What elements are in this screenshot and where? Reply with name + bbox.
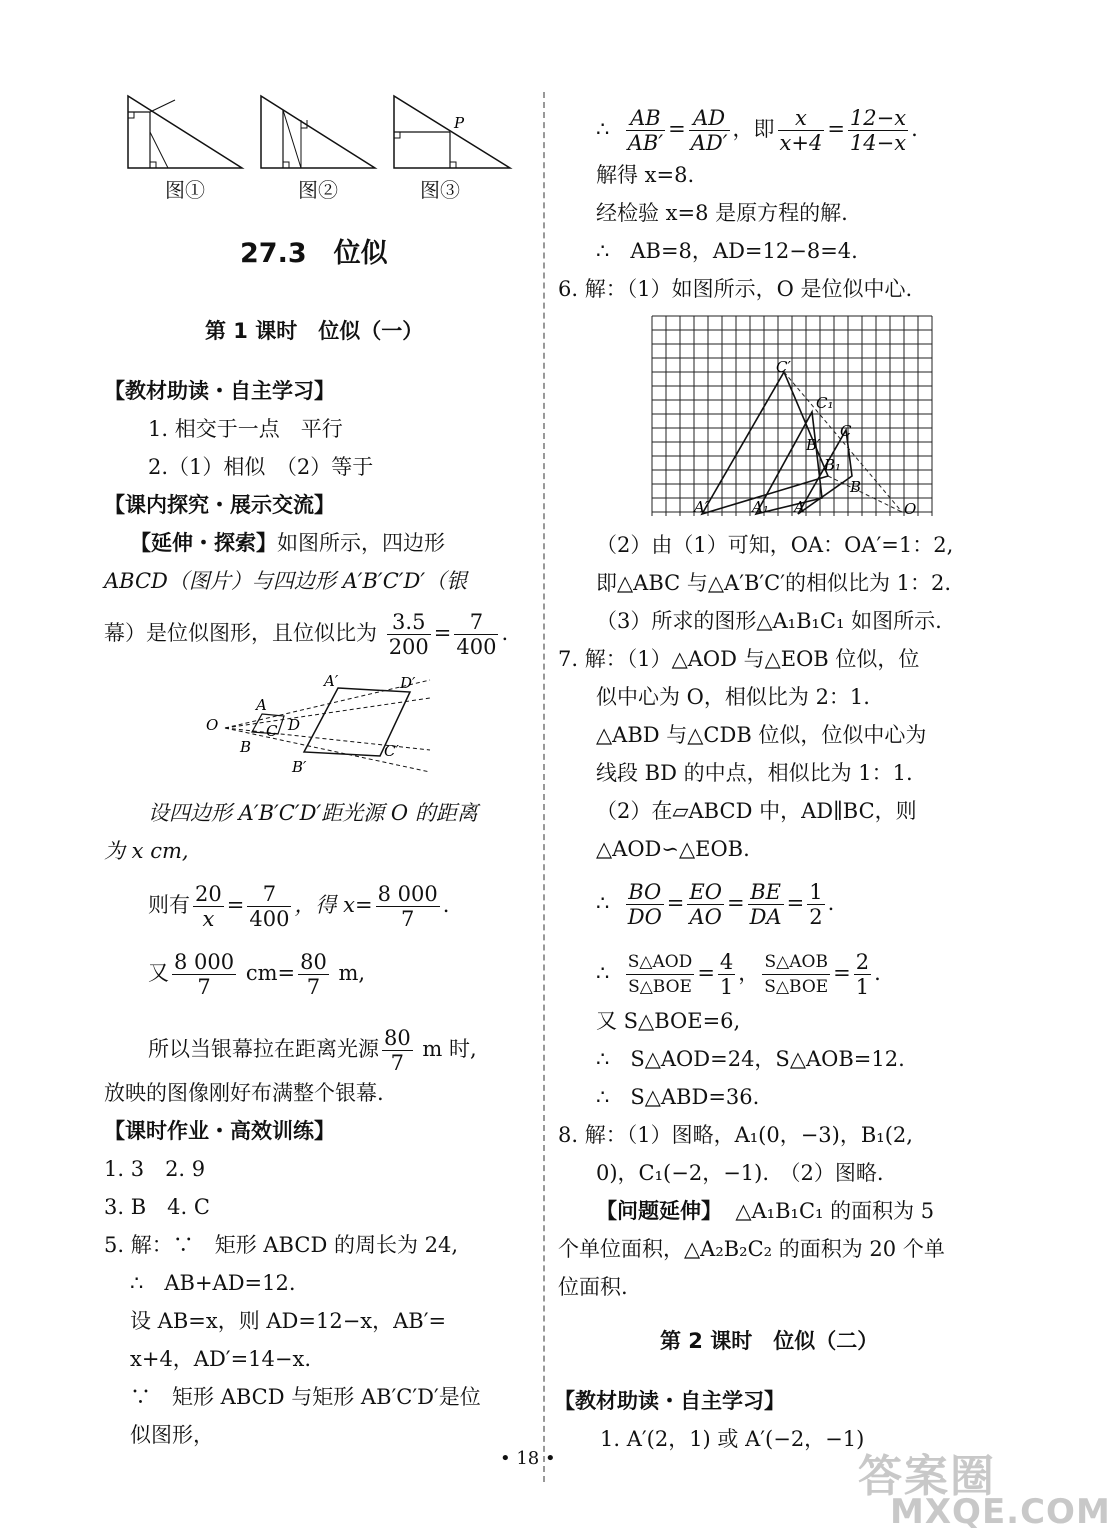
q8-line-5: 位面积. xyxy=(558,1275,628,1299)
answer-line-1: 1. 相交于一点 平行 xyxy=(148,417,343,441)
r-line-1: ∴ $\frac{AB}{AB'}$ = $\frac{AD}{AD'}$ ，即 $\frac{x}{x+4}$ = $\frac{12-x}{14-x}$ . xyxy=(596,106,918,155)
solution-line-6: 放映的图像刚好布满整个银幕. xyxy=(104,1081,384,1105)
extension-tag: 【延伸・探索】 xyxy=(130,531,277,555)
column-divider xyxy=(543,92,545,1482)
grid-label-c-prime: C′ xyxy=(776,358,791,376)
caption-fig2: 图② xyxy=(298,178,338,202)
q5-line-1: 5. 解：∵ 矩形 ABCD 的周长为 24, xyxy=(104,1233,459,1257)
lesson-2-title: 第 2 课时 位似（二） xyxy=(660,1329,879,1353)
q5-line-2: ∴ AB+AD=12. xyxy=(130,1271,296,1295)
grid-label-b: B xyxy=(850,478,862,496)
q8-line-2: 0)，C₁(−2，−1). （2）图略. xyxy=(596,1161,884,1185)
q7-line-9: 又 S△BOE=6, xyxy=(596,1009,741,1033)
solution-line-5: 所以当银幕拉在距离光源 $\frac{80}{7}$ m 时, xyxy=(148,1026,477,1075)
label-b-prime: B′ xyxy=(292,758,307,776)
heading-jiaocai-2: 【教材助读・自主学习】 xyxy=(554,1389,785,1413)
r-line-3: 经检验 x=8 是原方程的解. xyxy=(596,201,848,225)
r-line-2: 解得 x=8. xyxy=(596,163,695,187)
solution-line-3: 则有 $\frac{20}{x}$ = $\frac{7}{400}$ ，得 x= $\frac{8 000}{7}$ . xyxy=(148,882,450,931)
solution-line-4: 又 $\frac{8 000}{7}$ cm= $\frac{80}{7}$ m, xyxy=(148,950,366,999)
q5-line-6: 似图形， xyxy=(130,1423,214,1447)
label-d-prime: D′ xyxy=(400,674,416,692)
r-line-4: ∴ AB=8，AD=12−8=4. xyxy=(596,239,858,263)
q7-line-8: ∴ $\frac{\text{S△AOD}}{\text{S△BOE}}$ = $\frac{4}{1}$ ， $\frac{\text{S△AOB}}{\text{S△BOE}}$ = $\frac{2}{1}$ . xyxy=(596,950,881,999)
q7-line-3: △ABD 与△CDB 位似，位似中心为 xyxy=(596,723,927,747)
q5-line-5: ∵ 矩形 ABCD 与矩形 AB′C′D′是位 xyxy=(130,1385,481,1409)
label-p: P xyxy=(454,114,465,132)
watermark-bottom: MXQE.COM xyxy=(890,1492,1111,1532)
grid-label-c1: C₁ xyxy=(816,394,834,412)
heading-keshi: 【课时作业・高效训练】 xyxy=(104,1119,335,1143)
q7-line-10: ∴ S△AOD=24，S△AOB=12. xyxy=(596,1047,905,1071)
grid-label-o: O xyxy=(904,500,917,518)
label-a: A xyxy=(256,696,267,714)
left-column xyxy=(0,0,540,1536)
q7-line-2: 似中心为 O，相似比为 2：1. xyxy=(596,685,870,709)
grid-label-a1: A₁ xyxy=(752,498,769,516)
label-d: D xyxy=(288,716,301,734)
right-column xyxy=(548,0,1033,1536)
q5-line-3: 设 AB=x，则 AD=12−x，AB′= xyxy=(130,1309,447,1333)
label-c: C xyxy=(266,722,278,740)
grid-figure xyxy=(652,316,932,516)
answers-3-4: 3. B 4. C xyxy=(104,1195,210,1219)
solution-line-2: 为 x cm, xyxy=(104,839,189,863)
q7-line-5: （2）在▱ABCD 中，AD∥BC，则 xyxy=(596,799,917,823)
projection-figure xyxy=(200,668,440,778)
fraction-7-400: $\frac{7}{400}$ xyxy=(456,610,497,659)
section-title: 27.3 位似 xyxy=(240,238,388,269)
answers-1-2: 1. 3 2. 9 xyxy=(104,1157,206,1181)
extension-text-c: 幕）是位似图形，且位似比为 xyxy=(104,621,377,645)
grid-label-b-prime: B′ xyxy=(806,436,821,454)
label-a-prime: A′ xyxy=(324,672,339,690)
q8-line-4: 个单位面积，△A₂B₂C₂ 的面积为 20 个单 xyxy=(558,1237,945,1261)
q8-line-3 xyxy=(596,1196,934,1226)
answer-line-2: 2.（1）相似 （2）等于 xyxy=(148,455,374,479)
solution-line-1: 设四边形 A′B′C′D′距光源 O 的距离 xyxy=(148,801,478,825)
label-o: O xyxy=(206,716,219,734)
caption-fig1: 图① xyxy=(165,178,205,202)
q7-line-1: 7. 解：（1）△AOD 与△EOB 位似，位 xyxy=(558,647,920,671)
grid-label-b1: B₁ xyxy=(824,456,842,474)
lesson-1-title: 第 1 课时 位似（一） xyxy=(205,319,424,343)
problem-extension-tag: 【问题延伸】 xyxy=(596,1199,722,1223)
label-c-prime: C′ xyxy=(384,742,399,760)
extension-text-a: 如图所示，四边形 xyxy=(277,531,445,555)
q7-line-11: ∴ S△ABD=36. xyxy=(596,1085,760,1109)
extension-line-1 xyxy=(130,528,445,558)
extension-line-3: 幕）是位似图形，且位似比为 $\frac{3.5}{200}$ = $\frac{7}{400}$ . xyxy=(104,610,509,659)
q7-line-4: 线段 BD 的中点，相似比为 1：1. xyxy=(596,761,913,785)
q8-line-1: 8. 解：（1）图略，A₁(0，−3)，B₁(2, xyxy=(558,1123,913,1147)
q6-line-2: （2）由（1）可知，OA：OA′=1：2, xyxy=(596,533,954,557)
caption-fig3: 图③ xyxy=(420,178,460,202)
heading-jiaocai: 【教材助读・自主学习】 xyxy=(104,379,335,403)
grid-label-c: C xyxy=(840,422,852,440)
label-b: B xyxy=(240,738,252,756)
watermark-top: 答案圈 xyxy=(858,1451,996,1502)
heading-kenei: 【课内探究・展示交流】 xyxy=(104,493,335,517)
watermark-logo xyxy=(858,1440,1111,1532)
q6-line-3: 即△ABC 与△A′B′C′的相似比为 1：2. xyxy=(596,571,952,595)
q6-line-4: （3）所求的图形△A₁B₁C₁ 如图所示. xyxy=(596,609,942,633)
fraction-3.5-200: $\frac{3.5}{200}$ xyxy=(388,610,429,659)
figure-2 xyxy=(253,92,383,172)
q6-line-1: 6. 解：（1）如图所示，O 是位似中心. xyxy=(558,277,913,301)
grid-label-a: A xyxy=(794,498,805,516)
page-number: • 18 • xyxy=(500,1448,556,1469)
q7-line-7: ∴ $\frac{BO}{DO}$ = $\frac{EO}{AO}$ = $\frac{BE}{DA}$ = $\frac{1}{2}$ . xyxy=(596,880,835,929)
extension-line-2: ABCD（图片）与四边形 A′B′C′D′（银 xyxy=(104,569,468,593)
problem-extension-text: △A₁B₁C₁ 的面积为 5 xyxy=(735,1199,935,1223)
figure-1 xyxy=(120,92,250,172)
q5-line-4: x+4，AD′=14−x. xyxy=(130,1347,312,1371)
grid-label-a-prime: A′ xyxy=(694,498,709,516)
figure-3 xyxy=(388,92,518,172)
lesson2-answer-1: 1. A′(2，1) 或 A′(−2，−1) xyxy=(600,1427,865,1451)
q7-line-6: △AOD∽△EOB. xyxy=(596,837,750,861)
